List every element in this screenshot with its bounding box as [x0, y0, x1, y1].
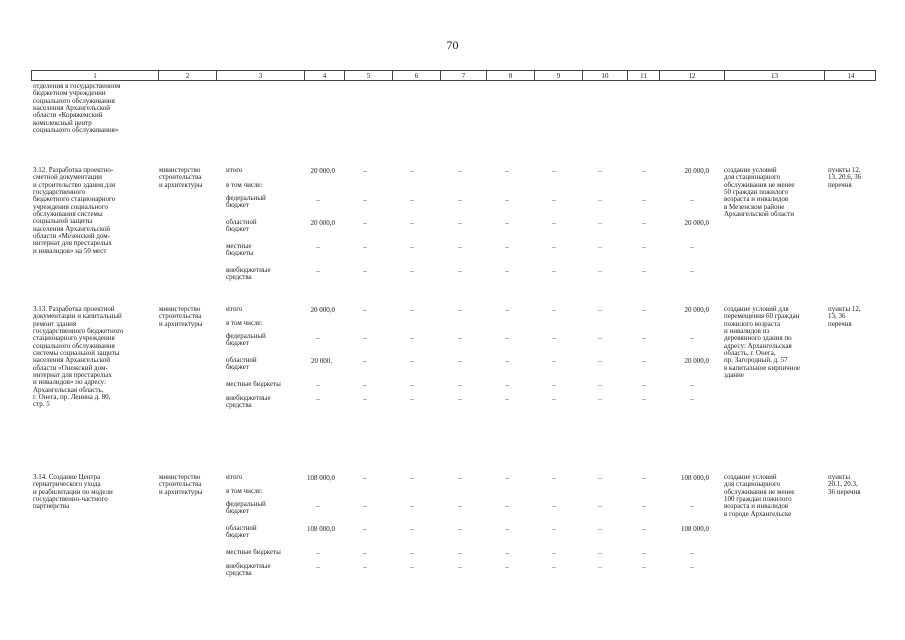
- dash: –: [598, 381, 602, 389]
- dash: –: [363, 306, 367, 314]
- dash: –: [458, 243, 462, 251]
- header-col-3: 3: [216, 71, 304, 81]
- dash: –: [598, 243, 602, 251]
- page-number: 70: [446, 38, 459, 52]
- dash: –: [505, 334, 509, 342]
- row-3-13-src-local: местные бюджеты: [226, 380, 281, 388]
- dash: –: [410, 267, 414, 275]
- dash: –: [316, 196, 320, 204]
- dash: –: [552, 525, 556, 533]
- row-3-14-src-extra: внебюджетные средства: [226, 562, 271, 578]
- dash: –: [598, 267, 602, 275]
- header-col-2: 2: [158, 71, 216, 81]
- dash: –: [598, 334, 602, 342]
- dash: –: [505, 549, 509, 557]
- dash: –: [458, 525, 462, 533]
- dash: –: [316, 563, 320, 571]
- dash: –: [690, 196, 694, 204]
- header-col-4: 4: [304, 71, 344, 81]
- dash: –: [458, 502, 462, 510]
- dash: –: [363, 334, 367, 342]
- row-3-13-total-col4: 20 000,0: [310, 306, 335, 314]
- dash: –: [505, 395, 509, 403]
- row-3-12-reference: пункты 12, 13, 20.6, 36 перечня: [828, 166, 862, 189]
- header-col-7: 7: [440, 71, 486, 81]
- row-3-13-src-incl: в том числе:: [226, 319, 263, 327]
- row-3-14-src-federal: федеральный бюджет: [226, 500, 266, 516]
- dash: –: [410, 219, 414, 227]
- dash: –: [690, 549, 694, 557]
- dash: –: [505, 243, 509, 251]
- row-3-14-reference: пункты 20.1, 20.3, 36 перечня: [828, 473, 861, 496]
- dash: –: [363, 196, 367, 204]
- header-col-11: 11: [627, 71, 659, 81]
- dash: –: [598, 167, 602, 175]
- dash: –: [598, 395, 602, 403]
- dash: –: [410, 334, 414, 342]
- dash: –: [552, 167, 556, 175]
- dash: –: [552, 196, 556, 204]
- dash: –: [598, 196, 602, 204]
- dash: –: [505, 357, 509, 365]
- dash: –: [642, 381, 646, 389]
- dash: –: [642, 334, 646, 342]
- dash: –: [598, 219, 602, 227]
- dash: –: [458, 395, 462, 403]
- dash: –: [410, 357, 414, 365]
- dash: –: [505, 563, 509, 571]
- header-col-10: 10: [582, 71, 627, 81]
- dash: –: [598, 357, 602, 365]
- row-3-12-src-total: итого: [226, 166, 243, 174]
- dash: –: [363, 525, 367, 533]
- dash: –: [552, 395, 556, 403]
- dash: –: [690, 381, 694, 389]
- row-3-14-responsible: министерство строительства и архитектуры: [159, 473, 203, 496]
- dash: –: [552, 243, 556, 251]
- dash: –: [363, 395, 367, 403]
- row-3-14-total-col4: 108 000,0: [307, 474, 335, 482]
- dash: –: [458, 196, 462, 204]
- dash: –: [410, 196, 414, 204]
- dash: –: [363, 549, 367, 557]
- dash: –: [410, 525, 414, 533]
- row-3-12-result: создание условий для стационарного обслуживания не менее 50 граждан пожилого возраста и инвалидов в Мезенском районе Архангельской области: [724, 166, 795, 219]
- row-3-13-regional-col4: 20 000,: [311, 357, 332, 365]
- dash: –: [642, 306, 646, 314]
- dash: –: [410, 167, 414, 175]
- row-3-12-src-local: местные бюджеты: [226, 242, 254, 258]
- dash: –: [363, 167, 367, 175]
- row-3-14-regional-col4: 108 000,0: [307, 525, 335, 533]
- dash: –: [458, 549, 462, 557]
- dash: –: [642, 167, 646, 175]
- dash: –: [363, 381, 367, 389]
- dash: –: [363, 357, 367, 365]
- row-3-14-result: создание условий для стационарного обслуживания не менее 100 граждан пожилого возраста и инвалидов в городе Архангельске: [724, 473, 795, 518]
- header-col-8: 8: [486, 71, 534, 81]
- dash: –: [363, 243, 367, 251]
- header-col-1: 1: [93, 72, 97, 80]
- header-col-13: 13: [724, 71, 824, 81]
- row-3-14-src-incl: в том числе:: [226, 487, 263, 495]
- dash: –: [598, 306, 602, 314]
- dash: –: [642, 563, 646, 571]
- dash: –: [410, 395, 414, 403]
- row-3-12-regional-col12: 20 000,0: [684, 219, 709, 227]
- dash: –: [458, 474, 462, 482]
- dash: –: [505, 502, 509, 510]
- dash: –: [458, 219, 462, 227]
- dash: –: [410, 502, 414, 510]
- dash: –: [458, 267, 462, 275]
- dash: –: [690, 243, 694, 251]
- dash: –: [363, 219, 367, 227]
- dash: –: [642, 357, 646, 365]
- dash: –: [642, 196, 646, 204]
- dash: –: [598, 525, 602, 533]
- dash: –: [642, 474, 646, 482]
- dash: –: [552, 549, 556, 557]
- row-3-12-responsible: министерство строительства и архитектуры: [159, 166, 203, 189]
- row-3-13-reference: пункты 12, 13, 36 перечня: [828, 305, 861, 328]
- dash: –: [316, 395, 320, 403]
- dash: –: [410, 306, 414, 314]
- dash: –: [410, 549, 414, 557]
- dash: –: [552, 357, 556, 365]
- dash: –: [316, 502, 320, 510]
- row-3-14-total-col12: 108 000,0: [681, 474, 709, 482]
- dash: –: [505, 219, 509, 227]
- row-3-12-src-extra: внебюджетные средства: [226, 266, 271, 282]
- row-3-14-description: 3.14. Создание Центра гериатрического ухода и реабилитации по модели государственно-частного партнерства: [33, 473, 113, 511]
- dash: –: [642, 502, 646, 510]
- dash: –: [552, 502, 556, 510]
- dash: –: [316, 334, 320, 342]
- dash: –: [552, 334, 556, 342]
- row-3-13-description: 3.13. Разработка проектной документации и капитальный ремонт здания государственного бюджетного стационарного учреждения социального обслуживания системы социальной защиты населения Архангельской области «Онежский дом- интернат для престарелых и инвалидов» по адресу: Архангельская область, г. Онега, пр. Ленина д. 80, стр. 5: [33, 305, 124, 409]
- dash: –: [552, 474, 556, 482]
- table-header-row: [31, 70, 876, 81]
- row-3-12-src-regional: областной бюджет: [226, 218, 257, 234]
- row-3-12-src-incl: в том числе:: [226, 181, 263, 189]
- row-3-13-result: создание условий для перемещения 60 граждан пожилого возраста и инвалидов из деревянного здания по адресу: Архангельская область, г. Онега, пр. Загородный, д. 57 в капитальное кирпичное здание: [724, 305, 801, 380]
- dash: –: [505, 306, 509, 314]
- dash: –: [316, 549, 320, 557]
- dash: –: [642, 219, 646, 227]
- dash: –: [505, 474, 509, 482]
- dash: –: [363, 563, 367, 571]
- dash: –: [552, 306, 556, 314]
- dash: –: [410, 381, 414, 389]
- dash: –: [505, 525, 509, 533]
- row-3-12-total-col12: 20 000,0: [684, 167, 709, 175]
- dash: –: [410, 563, 414, 571]
- row-3-14-regional-col12: 108 000,0: [681, 525, 709, 533]
- dash: –: [642, 549, 646, 557]
- dash: –: [505, 167, 509, 175]
- row-3-13-regional-col12: 20 000,0: [684, 357, 709, 365]
- dash: –: [316, 381, 320, 389]
- prev-row-description: отделения в государственном бюджетном учреждении социального обслуживания населения Архангельской области «Коряжемский комплексный центр социального обслуживания»: [33, 82, 121, 135]
- row-3-13-src-regional: областной бюджет: [226, 356, 257, 372]
- header-col-12: 12: [659, 71, 724, 81]
- row-3-13-total-col12: 20 000,0: [684, 306, 709, 314]
- dash: –: [552, 381, 556, 389]
- dash: –: [458, 334, 462, 342]
- dash: –: [458, 167, 462, 175]
- header-col-14: 14: [824, 71, 877, 81]
- header-col-5: 5: [344, 71, 392, 81]
- dash: –: [552, 219, 556, 227]
- row-3-13-src-total: итого: [226, 305, 243, 313]
- dash: –: [642, 243, 646, 251]
- dash: –: [458, 563, 462, 571]
- dash: –: [598, 502, 602, 510]
- dash: –: [458, 306, 462, 314]
- dash: –: [598, 474, 602, 482]
- dash: –: [690, 334, 694, 342]
- row-3-14-src-local: местные бюджеты: [226, 548, 281, 556]
- dash: –: [505, 381, 509, 389]
- row-3-13-src-federal: федеральный бюджет: [226, 332, 266, 348]
- header-col-6: 6: [392, 71, 440, 81]
- row-3-12-regional-col4: 20 000,0: [310, 219, 335, 227]
- dash: –: [642, 525, 646, 533]
- row-3-14-src-regional: областной бюджет: [226, 524, 257, 540]
- dash: –: [363, 474, 367, 482]
- row-3-12-src-federal: федеральный бюджет: [226, 194, 266, 210]
- dash: –: [505, 196, 509, 204]
- dash: –: [690, 395, 694, 403]
- dash: –: [410, 474, 414, 482]
- dash: –: [690, 502, 694, 510]
- dash: –: [363, 267, 367, 275]
- dash: –: [316, 243, 320, 251]
- dash: –: [690, 267, 694, 275]
- dash: –: [316, 267, 320, 275]
- row-3-12-total-col4: 20 000,0: [310, 167, 335, 175]
- row-3-13-src-extra: внебюджетные средства: [226, 394, 271, 410]
- dash: –: [642, 267, 646, 275]
- row-3-14-src-total: итого: [226, 473, 243, 481]
- dash: –: [363, 502, 367, 510]
- dash: –: [598, 563, 602, 571]
- dash: –: [642, 395, 646, 403]
- row-3-13-responsible: министерство строительства и архитектуры: [159, 305, 203, 328]
- dash: –: [690, 563, 694, 571]
- row-3-12-description: 3.12. Разработка проектно- сметной документации и строительство здания для государственного бюджетного стационарного учреждения социального обслуживания системы социальной защиты населения Архангельской области «Мезенский дом- интернат для престарелых и инвалидов» на 50 мест: [33, 166, 116, 255]
- header-col-9: 9: [534, 71, 582, 81]
- dash: –: [552, 563, 556, 571]
- dash: –: [458, 357, 462, 365]
- dash: –: [552, 267, 556, 275]
- dash: –: [598, 549, 602, 557]
- dash: –: [458, 381, 462, 389]
- dash: –: [505, 267, 509, 275]
- dash: –: [410, 243, 414, 251]
